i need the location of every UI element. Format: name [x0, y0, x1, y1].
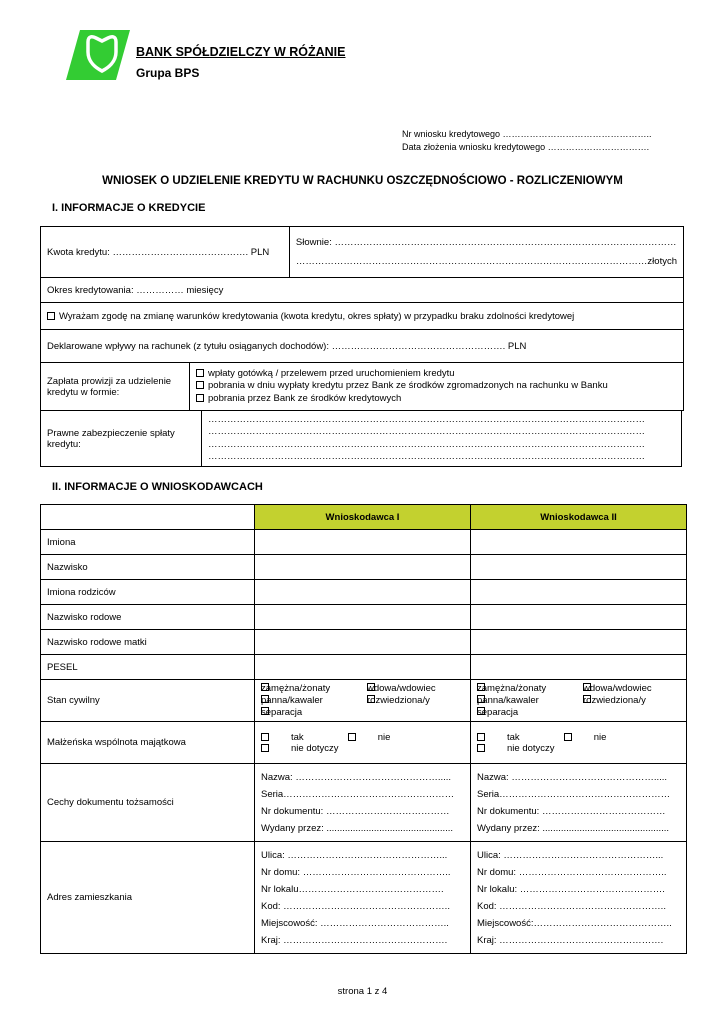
- address-fields-2[interactable]: Ulica: …………………………………………... Nr domu: ……………………………………….. Nr lokalu: ………………………………………. Kod: …………………………………………….. Miejscowość:…………………………………….. Kraj: …………………………………………….: [471, 842, 687, 954]
- application-number: Nr wniosku kredytowego …………………………………………..: [402, 129, 652, 139]
- surname-field-2[interactable]: [471, 555, 687, 580]
- community-yes-1[interactable]: tak: [261, 732, 326, 743]
- marital-community-1: [255, 722, 471, 764]
- maiden-name-field-1[interactable]: [255, 605, 471, 630]
- pesel-field-2[interactable]: [471, 655, 687, 680]
- checkbox[interactable]: [261, 744, 269, 752]
- address-fields-1[interactable]: Ulica: …………………………………………... Nr domu: ……………………………………….. Nr lokalu………………………………………. Kod: …………………………………………….. Miejscowość: ………………………………….. Kraj: …………………………………………….: [255, 842, 471, 954]
- id-document-fields-1[interactable]: Nazwa: ………………………………………..... Seria……………………………………………… Nr dokumentu: ………………………………… Wydany przez: ................................................: [255, 764, 471, 842]
- amount-in-words-field[interactable]: Słownie: ……………………………………………………………………………………………… …………………………………………………………………………………………………złotych: [289, 227, 683, 278]
- row-label-pesel: PESEL: [41, 655, 255, 680]
- collateral-label: Prawne zabezpieczenie spłaty kredytu:: [41, 411, 202, 467]
- community-no-2[interactable]: nie: [564, 732, 629, 743]
- fee-option-1-checkbox[interactable]: [196, 369, 204, 377]
- credit-info-table: [40, 226, 684, 363]
- fee-option-1[interactable]: wpłaty gotówką / przelewem przed uruchomieniem kredytu: [196, 368, 677, 381]
- applicant-1-header: Wnioskodawca I: [255, 505, 471, 530]
- pesel-field-1[interactable]: [255, 655, 471, 680]
- community-na-1[interactable]: nie dotyczy: [261, 743, 361, 754]
- applicant-2-header: Wnioskodawca II: [471, 505, 687, 530]
- row-label-maiden-name: Nazwisko rodowe: [41, 605, 255, 630]
- marital-status-1: zamężna/żonaty wdowa/wdowiec panna/kawaler rozwiedziona/y separacja: [261, 682, 436, 718]
- row-label-parents-names: Imiona rodziców: [41, 580, 255, 605]
- row-label-surname: Nazwisko: [41, 555, 255, 580]
- first-names-field-1[interactable]: [255, 530, 471, 555]
- collateral-table: [40, 410, 682, 467]
- first-names-field-2[interactable]: [471, 530, 687, 555]
- fee-option-3[interactable]: pobrania przez Bank ze środków kredytowych: [196, 393, 677, 406]
- row-label-mother-maiden-name: Nazwisko rodowe matki: [41, 630, 255, 655]
- section-2-heading: II. INFORMACJE O WNIOSKODAWCACH: [52, 481, 263, 493]
- row-label-marital-community: Małżeńska wspólnota majątkowa: [41, 722, 255, 764]
- parents-names-field-2[interactable]: [471, 580, 687, 605]
- bank-group: Grupa BPS: [136, 66, 200, 80]
- checkbox[interactable]: [348, 733, 356, 741]
- checkbox[interactable]: [564, 733, 572, 741]
- credit-amount-field[interactable]: Kwota kredytu: ……………………………………. PLN: [41, 227, 290, 278]
- checkbox[interactable]: [477, 744, 485, 752]
- fee-label: Zapłata prowizji za udzielenie kredytu w formie:: [41, 363, 190, 411]
- submission-date: Data złożenia wniosku kredytowego …………………………….: [402, 142, 650, 152]
- row-label-marital-status: Stan cywilny: [41, 680, 255, 722]
- mother-maiden-name-field-1[interactable]: [255, 630, 471, 655]
- id-document-fields-2[interactable]: Nazwa: ………………………………………..... Seria……………………………………………… Nr dokumentu: ………………………………… Wydany przez: ................................................: [471, 764, 687, 842]
- row-label-first-names: Imiona: [41, 530, 255, 555]
- surname-field-1[interactable]: [255, 555, 471, 580]
- community-no-1[interactable]: nie: [348, 732, 413, 743]
- row-label-id-document: Cechy dokumentu tożsamości: [41, 764, 255, 842]
- document-title: WNIOSEK O UDZIELENIE KREDYTU W RACHUNKU OSZCZĘDNOŚCIOWO - ROZLICZENIOWYM: [102, 175, 623, 187]
- collateral-lines[interactable]: ………………………………………………………………………………………………………………………… ………………………………………………………………………………………………………………………… ………………………………………………………………………………………………………………………… …………………………………………………………………………………………………………………………: [202, 411, 682, 467]
- fee-table: [40, 362, 684, 411]
- section-1-heading: I. INFORMACJE O KREDYCIE: [52, 202, 206, 214]
- consent-row[interactable]: Wyrażam zgodę na zmianę warunków kredytowania (kwota kredytu, okres spłaty) w przypadku braku zdolności kredytowej: [41, 303, 684, 330]
- marital-status-2: zamężna/żonaty wdowa/wdowiec panna/kawaler rozwiedziona/y separacja: [477, 682, 652, 718]
- bank-logo: [66, 30, 130, 80]
- mother-maiden-name-field-2[interactable]: [471, 630, 687, 655]
- parents-names-field-1[interactable]: [255, 580, 471, 605]
- credit-period-field[interactable]: Okres kredytowania: …………… miesięcy: [41, 278, 684, 303]
- fee-option-2-checkbox[interactable]: [196, 381, 204, 389]
- marital-community-2: [471, 722, 687, 764]
- bank-name: BANK SPÓŁDZIELCZY W RÓŻANIE: [136, 45, 346, 59]
- checkbox[interactable]: [477, 733, 485, 741]
- fee-option-3-checkbox[interactable]: [196, 394, 204, 402]
- community-yes-2[interactable]: tak: [477, 732, 542, 743]
- checkbox[interactable]: [261, 733, 269, 741]
- declared-income-field[interactable]: Deklarowane wpływy na rachunek (z tytułu osiąganych dochodów): ………………………………………………. PLN: [41, 330, 684, 363]
- row-label-address: Adres zamieszkania: [41, 842, 255, 954]
- header-blank: [41, 505, 255, 530]
- applicants-table: [40, 504, 687, 954]
- maiden-name-field-2[interactable]: [471, 605, 687, 630]
- fee-option-2[interactable]: pobrania w dniu wypłaty kredytu przez Bank ze środków zgromadzonych na rachunku w Banku: [196, 380, 677, 393]
- community-na-2[interactable]: nie dotyczy: [477, 743, 577, 754]
- consent-checkbox[interactable]: [47, 312, 55, 320]
- page-number: strona 1 z 4: [337, 986, 388, 997]
